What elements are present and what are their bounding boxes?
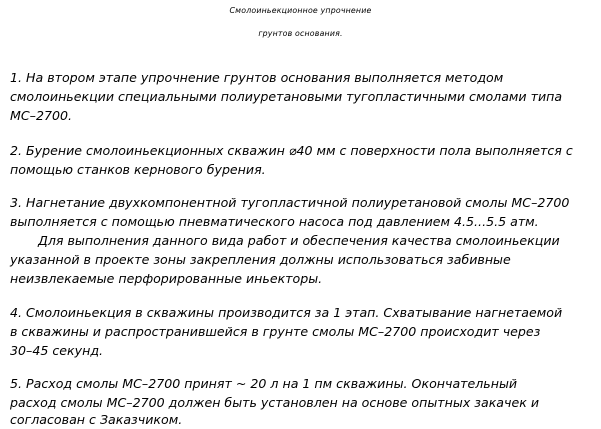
document-title-line-2: грунтов основания.	[258, 29, 343, 38]
paragraph-3-line-1: 3. Нагнетание двухкомпонентной тугопластичной полиуретановой смолы МС–2700	[10, 195, 570, 210]
paragraph-4-line-2: в скважины и распространившейся в грунте смолы МС–2700 происходит через	[10, 324, 541, 339]
paragraph-5-line-1: 5. Расход смолы МС–2700 принят ~ 20 л на 1 пм скважины. Окончательный	[10, 376, 518, 391]
paragraph-1-line-2: смолоиньекции специальными полиуретановыми тугопластичными смолами типа	[10, 89, 563, 104]
paragraph-4-line-3: 30–45 секунд.	[10, 343, 104, 358]
paragraph-5-line-3: согласован с Заказчиком.	[10, 412, 183, 427]
paragraph-3-line-5: неизвлекаемые перфорированные иньекторы.	[10, 271, 323, 286]
document-title-line-1: Смолоиньекционное упрочнение	[229, 6, 372, 15]
paragraph-2-line-1: 2. Бурение смолоиньекционных скважин ⌀40 мм с поверхности пола выполняется с	[10, 143, 573, 158]
paragraph-2-line-2: помощью станков кернового бурения.	[10, 162, 266, 177]
paragraph-1-line-1: 1. На втором этапе упрочнение грунтов основания выполняется методом	[10, 70, 504, 85]
paragraph-3-line-2: выполняется с помощью пневматического насоса под давлением 4.5...5.5 атм.	[10, 214, 539, 229]
paragraph-3-line-3: Для выполнения данного вида работ и обеспечения качества смолоиньекции	[38, 233, 560, 248]
paragraph-1-line-3: МС–2700.	[10, 108, 73, 123]
paragraph-4-line-1: 4. Смолоиньекция в скважины производится за 1 этап. Схватывание нагнетаемой	[10, 305, 563, 320]
paragraph-5-line-2: расход смолы МС–2700 должен быть установлен на основе опытных закачек и	[10, 395, 539, 410]
paragraph-3-line-4: указанной в проекте зоны закрепления должны использоваться забивные	[10, 252, 511, 267]
